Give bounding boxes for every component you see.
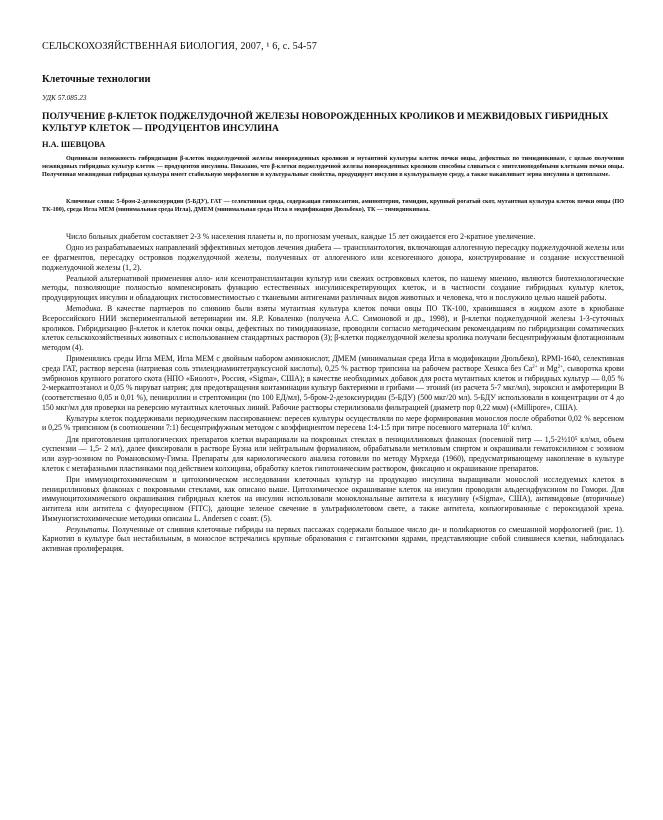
paragraph-5-part-c: , сыворотка крови эмбрионов крупного рогатого скота (НПО «Биолот», Россия, «Sigma», США); в качестве необходимых добавок для роста мутантных клеток и гибридных культур — 0,05 % 2-меркаптоэтанол и 0,05 % пируват натрия; для предотвращения контаминации культур бактериями и грибами — этоний (из расчета 5-7 мкг/мл), энроксил и амфотерицин В (соответственно 0,05 и 0,01 %), пенициллин и стрептомицин (по 100 ЕД/мл), 5-бром-2-дезоксиуридин (5-БДУ) (500 мкг/20 мл). 5-БДУ использовали в концентрации от 4 до 150 мкг/мл для проверки на реверсию мутантных клеточных линий. Рабочие растворы стерилизовали фильтрацией (диаметр пор 0,22 мкм) («Millipore», США). <box>42 363 624 412</box>
titer-exponent: 5 <box>507 424 510 430</box>
magnesium-charge: 2+ <box>557 364 563 370</box>
article-title: ПОЛУЧЕНИЕ β-КЛЕТОК ПОДЖЕЛУДОЧНОЙ ЖЕЛЕЗЫ НОВОРОЖДЕННЫХ КРОЛИКОВ И МЕЖВИДОВЫХ ГИБРИДНЫХ КУЛЬТУР КЛЕТОК — ПРОДУЦЕНТОВ ИНСУЛИНА <box>42 111 609 135</box>
paragraph-2: Одно из разрабатываемых направлений эффективных методов лечения диабета — трансплантология, включающая аллогенную пересадку поджелудочной железы или ее фрагментов, пересадку островков поджелудочной железы, полученных от аллогенного или ксеногенного донора, конструирование и создание искусственной поджелудочной железы (1, 2). <box>42 243 624 272</box>
journal-header: СЕЛЬСКОХОЗЯЙСТВЕННАЯ БИОЛОГИЯ, 2007, ¹ 6, с. 54-57 <box>42 41 317 52</box>
paragraph-3: Реальной альтернативой применения алло- или ксенотрансплантации культур или свежих островковых клеток, по нашему мнению, являются биотехнологические методы, позволяющие полностью компенсировать функцию естественных инсулинсекретирующих клеток, и в частности создание гибридных культур клеток, продуцирующих инсулин и обладающих гистосовместимостью с тканевыми антигенами различных видов животных и человека, что и послужило целью нашей работы. <box>42 273 624 303</box>
paragraph-6-part-b: кл/мл. <box>509 423 533 433</box>
paragraph-7: Для приготовления цитологических препаратов клетки выращивали на покровных стеклах в пенициллиновых флаконах (посевной титр — 1,5-2½10⁵ кл/мл, объем суспензии — 1,5- 2 мл), далее фиксировали в растворе Буэна или нейтральным формалином, обрабатывали метиловым спиртом и окрашивали гематоксилином с эозином или азур-эозином по Романовскому-Гимза. Препараты для кариологического анализа готовили по методу Мурхеда (1960), предусматривающему накопление в культуре клеток с метафазными пластинками под действием колхицина, обработку клеток гипотоническим раствором, фиксацию и окрашивание препаратов. <box>42 434 624 473</box>
paragraph-4 <box>42 304 624 352</box>
abstract: Оценивали возможность гибридизации β-клеток поджелудочной железы новорожденных кроликов и мутантной культуры клеток почки овцы, дефектных по тимидинкиназе, с целью получения межвидовых гибридных культур клеток — продуцентов инсулина. Показано, что β-клетки поджелудочной железы новорожденных кроликов способны сливаться с эпителиоподобными клетками почки овцы. Полученная межвидовая гибридная культура имеет стабильную морфологию и культуральные свойства, продуцирует инсулин в культуральную среду, а также накапливает зерна инсулина в цитоплазме. <box>42 156 624 179</box>
methods-label: Методика. <box>66 304 103 314</box>
results-text: Полученные от слияния клеточные гибриды на первых пассажах содержали большое число ди- и полиkариотов со смешанной морфологией (рис. 1). Кариотип в культуре был нестабильным, в монослое встречались крупные образования с гигантскими ядрами, представляющие собой слившиеся клетки, наблюдалась активная пролиферация. <box>42 524 625 554</box>
udk-code: УДК 57.085.23 <box>42 94 87 102</box>
results-label: Результаты. <box>66 524 110 534</box>
article-author: Н.А. ШЕВЦОВА <box>42 140 106 149</box>
paragraph-6-part-a: Культуры клеток поддерживали периодическим пассированием: пересев культуры осуществляли по мере формирования монослоя после обработки 0,02 % версеном и 0,25 % трипсином (в соотношении 7:1) бесцентрифужным методом с коэффициентом пересева 1:4-1:5 при титре посевного материала 10 <box>42 413 624 433</box>
methods-text: В качестве партнеров по слиянию были взяты мутантная культура клеток почки овцы ПО ТК-100, хранившаяся в жидком азоте в криобанке Всероссийского НИИ экспериментальной ветеринарии им. Я.Р. Коваленко (получена А.С. Симоновой и др., 1998), и β-клетки поджелудочной железы 1-3-суточных кроликов. Гибридизацию β-клеток и клеток почки овцы, дефектных по тимидинкиназе, проводили согласно методическим рекомендациям по гибридизации соматических клеток сельскохозяйственных животных с использованием стандартных растворов (3); β-клетки поджелудочной железы кролика получали бесцентрифужным флотационным методом (4). <box>42 304 624 352</box>
paragraph-1: Число больных диабетом составляет 2-3 % населения планеты и, по прогнозам ученых, каждые 15 лет ожидается его 2-кратное увеличение. <box>66 232 536 241</box>
calcium-charge: 2+ <box>532 364 538 370</box>
paragraph-5 <box>42 354 624 412</box>
article-body <box>42 232 624 555</box>
section-heading: Клеточные технологии <box>42 74 151 85</box>
paragraph-9 <box>42 525 624 554</box>
paragraph-8: При иммуноцитохимическом и цитохимическом исследовании клеточных культур на продукцию инсулина выращивали монослой исследуемых клеток в пенициллиновых флаконах с покровными стеклами, как описано выше. Цитохимическое окрашивание клеток на инсулин проводили альдегидфуксином по Гомори. Для иммуноцитохимического окрашивания гибридных клеток на инсулин использовали моноклональные антитела к инсулину («Sigma», США), антивидовые (вторичные) антитела или антитела с флуоресцином (FITC), дающие зеленое свечение в ультрафиолетовом свете, а также антитела, конъюгированные с пероксидазой хрена. Иммуногистохимические методики описаны L. Andersen с соавт. (5). <box>42 474 624 523</box>
keywords: Ключевые слова: 5-бром-2-дезоксиуридин (5-БДУ), ГАТ — селективная среда, содержащая гипоксантин, аминоптерин, тимидин, крупный рогатый скот, мутантная культура клеток почки овцы (ПО ТК-100), среда Игла МЕМ (минимальная среда Игла), ДМЕМ (минимальная среда Игла в модификации Дюльбеко), ТК — тимидинкиназа. <box>42 199 624 214</box>
paragraph-6 <box>42 414 624 433</box>
paragraph-5-part-a: Применялись среды Игла МЕМ, Игла МЕМ с двойным набором аминокислот, ДМЕМ (минимальная среда Игла в модификации Дюльбеко), RPMI-1640, селективная среда ГАТ, раствор версена (натриевая соль этилендиаминтетрауксусной кислоты), 0,25 % раствор трипсина на рабочем растворе Хенкса без Ca <box>42 354 624 373</box>
paragraph-5-part-b: и Mg <box>537 363 558 373</box>
